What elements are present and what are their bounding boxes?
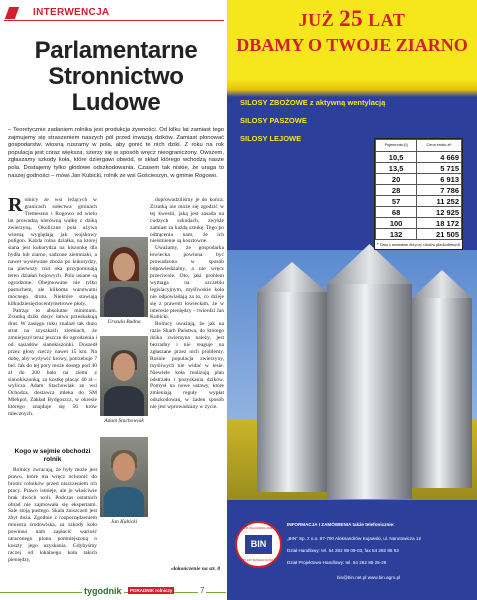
- silo-advertisement: [227, 0, 477, 600]
- publication-tag: PORADNIK rolniczy: [130, 588, 173, 593]
- silo-type-item: SILOSY LEJOWE: [240, 134, 302, 143]
- section-marker-icon: [5, 7, 19, 19]
- price-note: * Cena z montażem dotyczy silosów płaskodennych: [376, 242, 461, 247]
- page-number: 7: [200, 586, 205, 595]
- price-cell: 21 505: [417, 229, 462, 240]
- price-row: [376, 185, 462, 196]
- article-paragraph: Rolnicy zwracają, że były może jest prawo, które ma wręcz ochronić do bronić rolników przed niszczeniem ich pracy. Prawo istnieje, ale je właściwie brak dwóch woli. Podczas ostatnich obrad nie zajmowała się ekspertami. Sale stoją pustego. Skala zniszczeń jest zbyt duża. Zgodnie z rozporządzeniem ministra środowiska, za szkody koło powinno nam zapłacić wartość utraconego plonu pomniejszoną o koszty jego uzyskania. Gdybyśmy raczej od lokalnego koła takich pieniędzy,: [8, 467, 97, 563]
- price-cell: 5 715: [417, 163, 462, 174]
- section-divider: [4, 20, 224, 21]
- publication-logo: tygodnik: [84, 586, 122, 596]
- article-lead: – Teoretycznie zadaniem rolnika jest produkcja żywności. Od kilku lat zamiast tego zajmujemy się straszeniem naszych pól przed inwazją dzików. Zamiast plonować gospodarstw, wiosną ruszamy w pola, aby gonić te nich dziki. Z roku na rok populacja jest coraz większa, szerzy się w sposób wręcz nieograniczony. Owszem, zgłaszamy szkody koła, które dziergawi obwód, w skład którego wchodzą nasze pola. Dostajemy tylko głodowe odszkodowania. Czasem tak niskie, że uraga to naszej godności – mówi Jan Kubicki, rolnik ze wsi Gościeszyn, w gminie Rogowo.: [8, 127, 224, 179]
- ad-headline-number: 25: [339, 6, 364, 31]
- silo-tank: [257, 292, 327, 492]
- price-cell: 7 786: [417, 185, 462, 196]
- portrait-photo-jan: [100, 437, 148, 517]
- page-footer: [0, 586, 226, 600]
- price-row: [376, 218, 462, 229]
- silo-type-item: SILOSY ZBOŻOWE z aktywną wentylacją: [240, 98, 386, 107]
- ad-headline-line-2: DBAMY O TWOJE ZIARNO: [236, 35, 468, 55]
- price-row: [376, 163, 462, 174]
- ad-headline-panel: [227, 0, 477, 79]
- section-label: INTERWENCJA: [33, 7, 110, 18]
- price-row: [376, 174, 462, 185]
- drop-cap: R: [8, 194, 23, 216]
- article-subheading: Kogo w sejmie obchodzi rolnik: [14, 448, 91, 463]
- price-cell: 12 925: [417, 207, 462, 218]
- article-paragraph: Uważamy, że gospodarka łowiecka powinna być prowadzona w sposób odpowiedzialny, a nie wręcz przeciwnie. Oto, jaki problem wymaga na szczeblu legislacyjnym, myśliwskie koła nie odpowiadają za to, co dzieje się z prawem łowieckim, że w interesie pieniędzy – twierdzi Jan Kubicki.: [150, 245, 224, 321]
- article-paragraph: Patrząc to absolutne minimum. Zrzutką dziki dosyć łatwo przeskakują drut. W zasięgu roku znalazł tak dużo strat na szyszkach ziemiach, że zmniejszył teraz jeszcze do ogrodzenia i od sąsiadów sianokiszonki. Doszedł przez głosy rzeczy nawet 15 km. Na dobę, aby wyżywić krowy, potrzebuje 7 bel. Jak do tej pory może dostęp pod 40 zł do 200 balo na ziemi z sianokiszonką, za kostkę płacąc 40 zł – wylicza Adam Stachowiak ze wsi Ochodza, dostawca mleka do SM Mlekpol, Zakład Bydgoszcz, w okresie którego znajduje się 56 krów mlecznych.: [8, 307, 97, 418]
- bin-logo: BIN: [245, 535, 272, 554]
- sales-phone: Dział Handlowy: tel. 54 282 88 09-03, fax 54 282 88 63: [287, 548, 399, 553]
- headline-line-3: Ludowe: [71, 89, 161, 116]
- article-column-2: [150, 197, 224, 411]
- price-cell: 6 913: [417, 174, 462, 185]
- company-address: „BIN” Sp. z o.o. 87-700 Aleksandrów Kujawski, ul. Narutowicza 12: [287, 536, 422, 541]
- article-headline: [10, 38, 222, 116]
- ad-headline-word: LAT: [368, 10, 406, 30]
- price-row: [376, 196, 462, 207]
- article-paragraph: doprowadziliśmy je do końca. Zrzutką nie może się zgodzić w tej kwestii, jaką jest zasada na cudzych szkodach, zwykle zamiast za każdą sztukę. Tego po odtrąceniu nam, że ich nieistnienie są kosztowne.: [150, 197, 224, 245]
- article-paragraph: olnicy ze wsi leżących w granicach sołectwa gminach Tremessno i Rogowo od wielu lat prowadzą nierówną walkę z dziką zwierzyną. Okoliczne pola używa wiosną wyglądają jak wojskowy poligon. Każda rolna działka, na której siana jest kukurydza na kiszonkę dla bydła lub ziarno, sadzone ziemniaki, a nawet wysiewane zboża po kukurydzy, na pierwszy rzut oka przypominają teren działań bojowych. Pola usiane są ogrodzone. Obejmowane nie tylko pastuchem, ale kilkoma warstwami mocnego drutu. Niektóre stawiają kilkudziesięciocentymetrowe płoty.: [8, 197, 97, 307]
- headline-line-2: Stronnictwo: [48, 63, 184, 90]
- continued-notice: ›dokończenie na str. 8: [170, 566, 220, 572]
- capacity-cell: 132: [376, 229, 417, 240]
- capacity-cell: 57: [376, 196, 417, 207]
- article: [0, 0, 226, 600]
- price-table-header-capacity: Pojemność [t]: [376, 140, 417, 152]
- badge-top-text: OD ZAŁOŻENIA 1988: [243, 526, 274, 530]
- price-table-header-price: Cena brutto zł*: [417, 140, 462, 152]
- silo-type-item: SILOSY PASZOWE: [240, 116, 307, 125]
- price-cell: 4 669: [417, 152, 462, 163]
- silo-tank: [327, 284, 412, 499]
- contact-header: INFORMACJA I ZAMÓWIENIA także telefonicznie:: [287, 522, 395, 527]
- photo-caption: Jan Kubicki: [110, 519, 138, 525]
- price-cell: 11 252: [417, 196, 462, 207]
- section-tag: [4, 6, 224, 19]
- photo-caption: Urszula Budna: [107, 319, 141, 325]
- price-row: [376, 152, 462, 163]
- portrait-photo-adam: [100, 336, 148, 416]
- portrait-photo-urszula: [100, 237, 148, 317]
- design-sales-phone: Dział Projektowo-Handlowy: tel. 54 282 88 25-26: [287, 560, 387, 565]
- price-row: [376, 207, 462, 218]
- price-cell: 18 172: [417, 218, 462, 229]
- capacity-cell: 68: [376, 207, 417, 218]
- capacity-cell: 10,5: [376, 152, 417, 163]
- article-column-1-top: [8, 194, 97, 418]
- ad-headline-word: JUŻ: [298, 10, 335, 30]
- photo-caption: Adam Stachowiak: [104, 418, 144, 424]
- contact-web[interactable]: bin@bin.net.pl www.bin.agro.pl: [337, 575, 401, 580]
- article-column-1-bottom: [8, 467, 97, 564]
- capacity-cell: 13,5: [376, 163, 417, 174]
- capacity-cell: 28: [376, 185, 417, 196]
- silo-types-list: [240, 98, 385, 152]
- ad-headline-line-1: [227, 6, 477, 32]
- capacity-cell: 100: [376, 218, 417, 229]
- capacity-cell: 20: [376, 174, 417, 185]
- ad-gradient-band: [227, 79, 477, 97]
- article-paragraph: Rolnicy uważają, że jak na razie Skarb Państwa, do którego dzika zwierzyna należy, jest bezradny i nie reaguje na zgłaszane przez nich problemy. Rośnie populacja zwierzyny, myśliwych nie widać w lesie. Niewiele koła realizują plan odstrzału i pozyskania dzików. Pomysł na nowe ustawy, które zmieniają reguły wypłat odszkodowań, w żaden sposób nie jest wprowadzany w życie.: [150, 321, 224, 411]
- headline-line-1: Parlamentarne: [34, 37, 198, 64]
- price-table: [374, 138, 463, 250]
- price-row: [376, 229, 462, 240]
- silo-tank: [412, 298, 472, 488]
- bin-logo-badge: [235, 521, 282, 568]
- badge-bottom-text: 25 LAT DZIAŁALNOŚCI: [242, 558, 275, 562]
